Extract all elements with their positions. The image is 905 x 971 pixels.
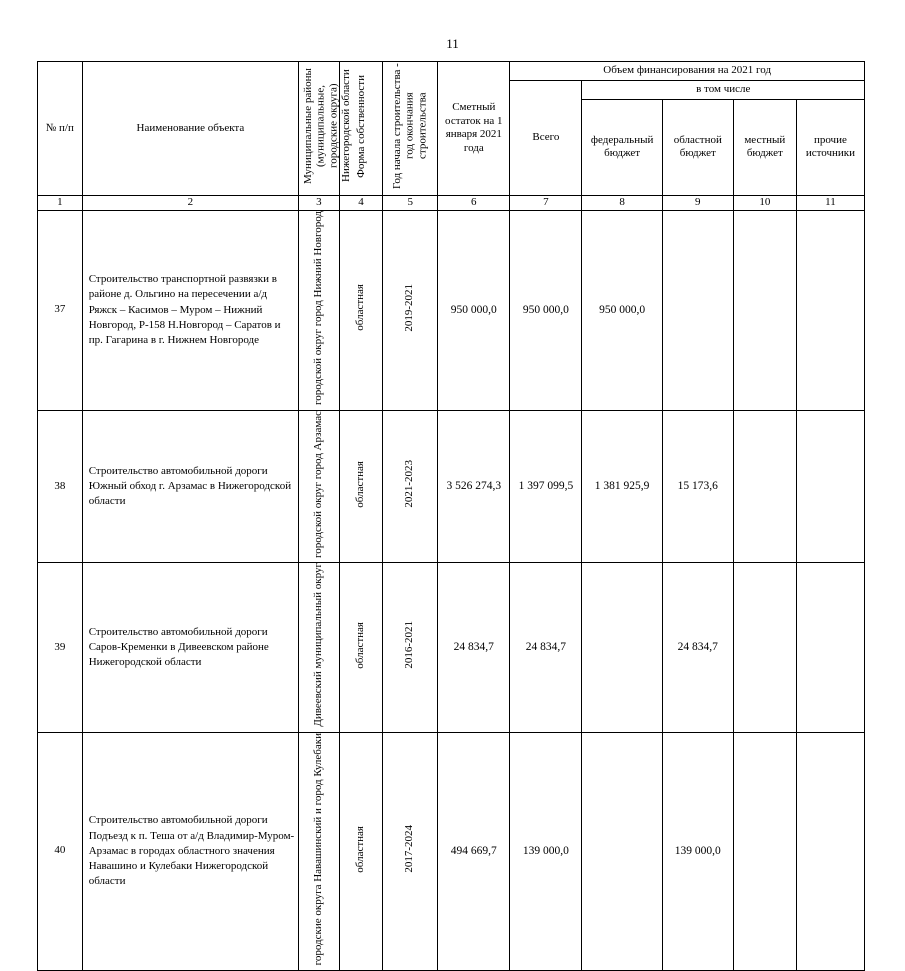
row-number: 40 — [38, 732, 83, 970]
remainder: 3 526 274,3 — [438, 410, 510, 563]
regional: 15 173,6 — [662, 410, 733, 563]
remainder: 494 669,7 — [438, 732, 510, 970]
local — [733, 410, 796, 563]
ownership: областная — [339, 563, 383, 732]
total: 139 000,0 — [510, 732, 582, 970]
remainder: 24 834,7 — [438, 563, 510, 732]
table-row — [38, 410, 865, 563]
municipality: городской округ город Нижний Новгород — [299, 210, 340, 410]
years: 2017-2024 — [383, 732, 438, 970]
financing-table — [37, 61, 865, 971]
column-number: 8 — [582, 195, 662, 210]
header-object-name: Наименование объекта — [82, 62, 298, 196]
column-number: 2 — [82, 195, 298, 210]
column-number: 6 — [438, 195, 510, 210]
local — [733, 563, 796, 732]
column-number: 3 — [299, 195, 340, 210]
municipality: городской округ город Арзамас — [299, 410, 340, 563]
local — [733, 732, 796, 970]
header-federal: федеральный бюджет — [582, 99, 662, 195]
page-number: 11 — [446, 36, 459, 51]
ownership: областная — [339, 732, 383, 970]
object-name: Строительство автомобильной дороги Южный обход г. Арзамас в Нижегородской области — [82, 410, 298, 563]
total: 950 000,0 — [510, 210, 582, 410]
column-number: 11 — [796, 195, 864, 210]
header-years: Год начала строительства - год окончания строительства — [383, 62, 438, 196]
years: 2016-2021 — [383, 563, 438, 732]
other — [796, 563, 864, 732]
federal: 1 381 925,9 — [582, 410, 662, 563]
municipality: Дивеевский муниципальный округ — [299, 563, 340, 732]
municipality: городские округа Навашинский и город Кулебаки — [299, 732, 340, 970]
total: 1 397 099,5 — [510, 410, 582, 563]
column-number: 7 — [510, 195, 582, 210]
other — [796, 410, 864, 563]
years: 2021-2023 — [383, 410, 438, 563]
column-number: 4 — [339, 195, 383, 210]
header-municipality: Муниципальные районы (муниципальные, городские округа) Нижегородской области — [299, 62, 340, 196]
table-row — [38, 210, 865, 410]
regional: 139 000,0 — [662, 732, 733, 970]
regional — [662, 210, 733, 410]
regional: 24 834,7 — [662, 563, 733, 732]
column-number: 9 — [662, 195, 733, 210]
column-number: 1 — [38, 195, 83, 210]
remainder: 950 000,0 — [438, 210, 510, 410]
table-row — [38, 563, 865, 732]
row-number: 37 — [38, 210, 83, 410]
header-local: местный бюджет — [733, 99, 796, 195]
header-including: в том числе — [582, 81, 865, 100]
object-name: Строительство автомобильной дороги Саров-Кременки в Дивеевском районе Нижегородской области — [82, 563, 298, 732]
header-regional: областной бюджет — [662, 99, 733, 195]
header-ownership: Форма собственности — [339, 62, 383, 196]
object-name: Строительство автомобильной дороги Подъезд к п. Теша от а/д Владимир-Муром-Арзамас в городах областного значения Навашино и Кулебаки Нижегородской области — [82, 732, 298, 970]
federal: 950 000,0 — [582, 210, 662, 410]
ownership: областная — [339, 410, 383, 563]
row-number: 39 — [38, 563, 83, 732]
header-estimate-remainder: Сметный остаток на 1 января 2021 года — [438, 62, 510, 196]
other — [796, 210, 864, 410]
header-other: прочие источники — [796, 99, 864, 195]
years: 2019-2021 — [383, 210, 438, 410]
table-row — [38, 732, 865, 970]
ownership: областная — [339, 210, 383, 410]
header-financing: Объем финансирования на 2021 год — [510, 62, 865, 81]
object-name: Строительство транспортной развязки в районе д. Ольгино на пересечении а/д Ряжск – Касимов – Муром – Нижний Новгород, Р-158 Н.Новгород – Саратов и пр. Гагарина в г. Нижнем Новгороде — [82, 210, 298, 410]
other — [796, 732, 864, 970]
federal — [582, 563, 662, 732]
column-number-row — [38, 195, 865, 210]
header-number: № п/п — [38, 62, 83, 196]
column-number: 5 — [383, 195, 438, 210]
federal — [582, 732, 662, 970]
header-total: Всего — [510, 81, 582, 196]
local — [733, 210, 796, 410]
row-number: 38 — [38, 410, 83, 563]
total: 24 834,7 — [510, 563, 582, 732]
column-number: 10 — [733, 195, 796, 210]
